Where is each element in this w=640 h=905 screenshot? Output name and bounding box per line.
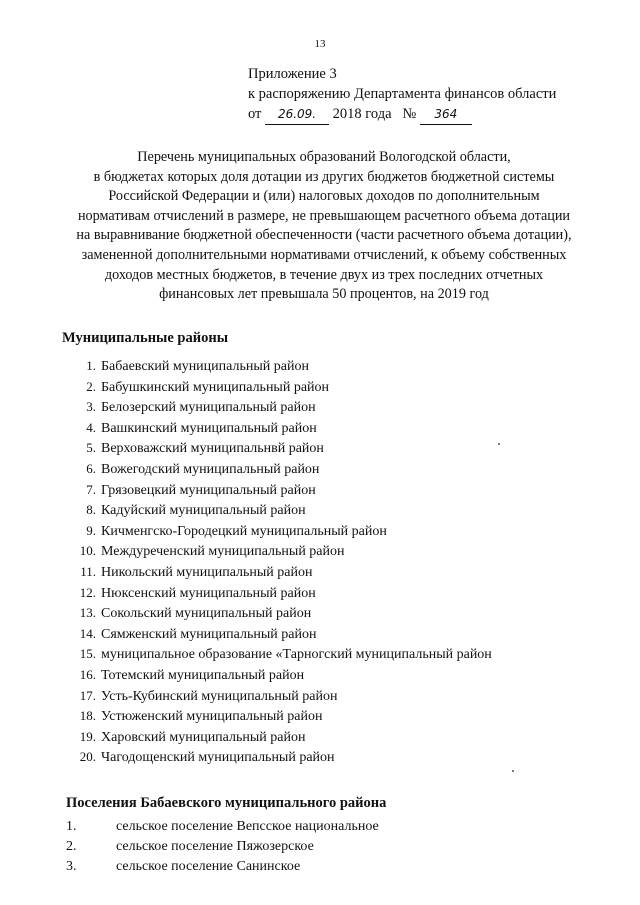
list-item [62, 727, 492, 748]
item-name: Междуреченский муниципальный район [101, 544, 345, 560]
item-number: 3. [86, 399, 96, 415]
item-name: сельское поселение Вепсское национальное [116, 819, 379, 834]
list-item [62, 665, 492, 686]
item-number: 6. [86, 460, 96, 476]
title-line: доходов местных бюджетов, в течение двух из трех последних отчетных [104, 266, 544, 283]
item-name: сельское поселение Санинское [116, 859, 301, 874]
item-number: 7. [86, 481, 96, 497]
list-item [62, 521, 492, 542]
item-name: Вашкинский муниципальный район [101, 420, 317, 436]
item-name: Чагодощенский муниципальный район [101, 750, 335, 766]
list-item [62, 583, 492, 604]
appendix-order-reference: к распоряжению Департамента финансов области [248, 86, 557, 102]
item-number: 18. [79, 708, 96, 724]
list-item [62, 541, 492, 562]
title-line: нормативам отчислений в размере, не превышающем расчетного объема дотации [77, 207, 571, 224]
item-number: 8. [86, 502, 96, 518]
item-number: 4. [86, 419, 96, 435]
districts-list [62, 356, 492, 768]
title-line: замененной дополнительными нормативами отчислений, к объему собственных [81, 246, 567, 263]
item-name: Грязовецкий муниципальный район [101, 482, 316, 498]
item-number: 15. [79, 646, 96, 662]
list-item [62, 500, 492, 521]
item-name: Сямженский муниципальный район [101, 626, 317, 642]
date-prefix: от [248, 106, 262, 122]
title-line: Российской Федерации и (или) налоговых доходов по дополнительным [108, 188, 540, 205]
list-item [62, 397, 492, 418]
item-name: Белозерский муниципальный район [101, 400, 316, 416]
item-name: Бабушкинский муниципальный район [101, 379, 330, 395]
list-item [62, 706, 492, 727]
list-item [62, 644, 492, 665]
list-item [62, 857, 379, 877]
item-number: 14. [79, 625, 96, 641]
scan-speck [498, 443, 500, 445]
title-line: финансовых лет превышала 50 процентов, на 2019 год [159, 286, 489, 303]
year-text: 2018 года [332, 106, 392, 122]
item-name: Кадуйский муниципальный район [101, 503, 306, 519]
list-item [62, 438, 492, 459]
item-number: 20. [79, 749, 96, 765]
item-number: 12. [79, 584, 96, 600]
item-name: сельское поселение Пяжозерское [116, 839, 314, 854]
handwritten-number: 364 [420, 104, 472, 125]
item-number: 1. [66, 819, 77, 834]
item-number: 13. [79, 605, 96, 621]
item-name: Кичменгско-Городецкий муниципальный район [101, 523, 387, 539]
item-name: Сокольский муниципальный район [101, 606, 312, 622]
list-item [62, 356, 492, 377]
item-name: Усть-Кубинский муниципальный район [101, 688, 338, 704]
item-name: Нюксенский муниципальный район [101, 585, 316, 601]
item-name: Устюженский муниципальный район [101, 709, 323, 725]
item-number: 5. [86, 440, 96, 456]
title-line: в бюджетах которых доля дотации из других бюджетов бюджетной системы [93, 168, 555, 185]
handwritten-date: 26.09. [265, 104, 329, 125]
list-item [62, 817, 379, 837]
item-number: 10. [79, 543, 96, 559]
number-sign: № [402, 106, 417, 122]
item-number: 16. [79, 666, 96, 682]
list-item [62, 603, 492, 624]
item-number: 2. [86, 378, 96, 394]
document-title [50, 148, 598, 305]
appendix-header [248, 64, 556, 125]
item-name: Тотемский муниципальный район [101, 667, 305, 683]
item-number: 19. [79, 728, 96, 744]
list-item [62, 747, 492, 768]
settlements-heading: Поселения Бабаевского муниципального района [66, 795, 387, 811]
item-name: Бабаевский муниципальный район [101, 359, 309, 374]
item-number: 2. [66, 839, 77, 854]
list-item [62, 686, 492, 707]
districts-heading: Муниципальные районы [62, 330, 229, 346]
item-number: 17. [79, 687, 96, 703]
item-number: 9. [86, 522, 96, 538]
settlements-list [62, 817, 379, 877]
title-line: Перечень муниципальных образований Вологодской области, [137, 149, 511, 165]
list-item [62, 480, 492, 501]
item-number: 1. [86, 358, 96, 373]
list-item [62, 418, 492, 439]
item-number: 11. [80, 563, 96, 579]
item-number: 3. [66, 859, 77, 874]
item-name: Вожегодский муниципальный район [101, 461, 320, 477]
item-name: Никольский муниципальный район [101, 564, 313, 580]
title-line: на выравнивание бюджетной обеспеченности (части расчетного объема дотации), [76, 227, 572, 244]
list-item [62, 837, 379, 857]
item-name: Верховажский муниципальнвй район [101, 441, 324, 457]
list-item [62, 624, 492, 645]
appendix-date-line [248, 104, 556, 125]
item-name: Харовский муниципальный район [101, 729, 306, 745]
page-number: 13 [314, 38, 326, 50]
list-item [62, 459, 492, 480]
scan-speck [512, 770, 514, 772]
list-item [62, 562, 492, 583]
item-name: муниципальное образование «Тарногский муниципальный район [101, 647, 492, 663]
list-item [62, 377, 492, 398]
appendix-title: Приложение 3 [248, 66, 337, 82]
